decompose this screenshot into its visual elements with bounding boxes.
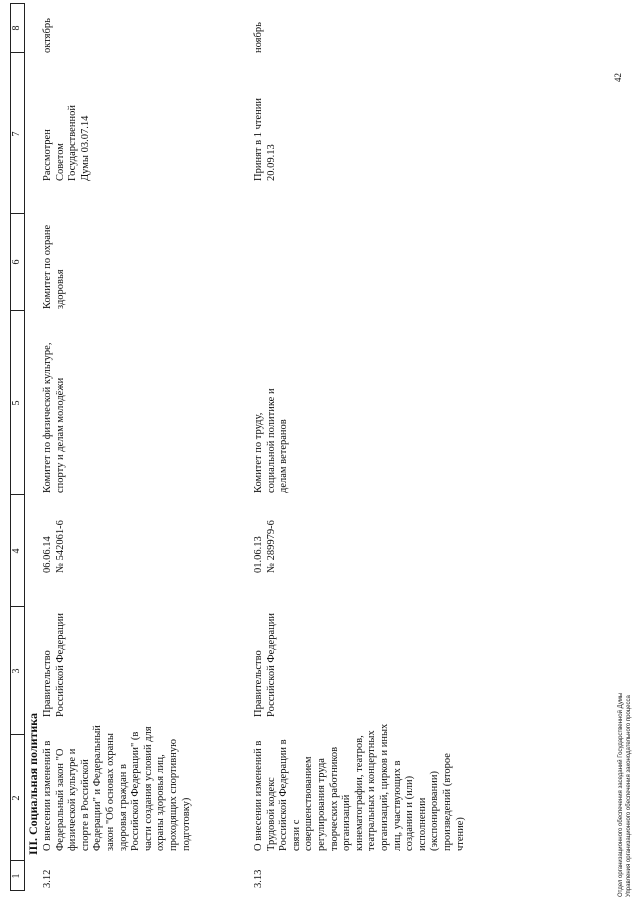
row-number: 3.13 xyxy=(253,869,264,888)
col-sep xyxy=(10,606,24,607)
row-committee: Комитет по труду, социальной политике и делам ветеранов xyxy=(253,388,290,493)
row-month: октябрь xyxy=(42,18,53,53)
row-status: Рассмотрен Советом Государственной Думы 03.07.14 xyxy=(42,105,91,181)
row-title: О внесении изменений в Федеральный закон "О физической культуре и спорте в Российской Федерации" и Федеральный закон "Об основах охраны здоровья граждан в Российской Федерации" (в части создания условий для охраны здоровья лиц, проходящих спортивную подготовку) xyxy=(42,725,192,851)
col-sep xyxy=(10,3,24,4)
col-sep xyxy=(10,310,24,311)
row-reg-number: № 289979-6 xyxy=(265,520,277,573)
column-number-6: 6 xyxy=(11,259,22,265)
column-number-1: 1 xyxy=(11,873,22,879)
row-date: 01.06.13 xyxy=(253,536,264,573)
column-number-3: 3 xyxy=(11,668,22,674)
col-sep xyxy=(10,494,24,495)
footer-line-2: Управления организационного обеспечения законодательного процесса xyxy=(625,695,632,897)
page-number: 42 xyxy=(613,73,623,82)
row-initiator: Правительство Российской Федерации xyxy=(253,613,277,717)
footer-line-1: Отдел организационного обеспечения заседаний Государственной Думы xyxy=(618,692,624,897)
row-number: 3.12 xyxy=(42,869,53,888)
row-date: 06.06.14 xyxy=(42,536,53,573)
row-reg-number: № 542061-6 xyxy=(54,520,66,573)
row-co-committee: Комитет по охране здоровья xyxy=(42,224,66,309)
column-number-8: 8 xyxy=(11,25,22,31)
col-sep xyxy=(10,52,24,53)
col-sep xyxy=(10,734,24,735)
column-number-2: 2 xyxy=(11,795,22,801)
row-initiator: Правительство Российской Федерации xyxy=(42,613,66,717)
section-title: III. Социальная политика xyxy=(26,712,40,855)
column-number-4: 4 xyxy=(11,548,22,554)
row-status: Принят в 1 чтении 20.09.13 xyxy=(253,98,277,181)
row-title: О внесении изменений в Трудовой кодекс Российской Федерации в связи с совершенствованием регулирования труда творческих работников организаций кинематографии, театров, театральных и концертных организаций, цирков и иных лиц, участвующих в создании и (или) исполнении (экспонировании) произведений (второе чтение) xyxy=(253,723,466,851)
footer xyxy=(618,577,633,897)
schedule-table xyxy=(10,3,620,891)
column-number-5: 5 xyxy=(11,400,22,406)
header-bottom-border xyxy=(24,3,25,891)
column-number-7: 7 xyxy=(11,131,22,137)
col-sep xyxy=(10,213,24,214)
row-month: ноябрь xyxy=(253,22,264,53)
row-committee: Комитет по физической культуре, спорту и делам молодёжи xyxy=(42,342,66,493)
